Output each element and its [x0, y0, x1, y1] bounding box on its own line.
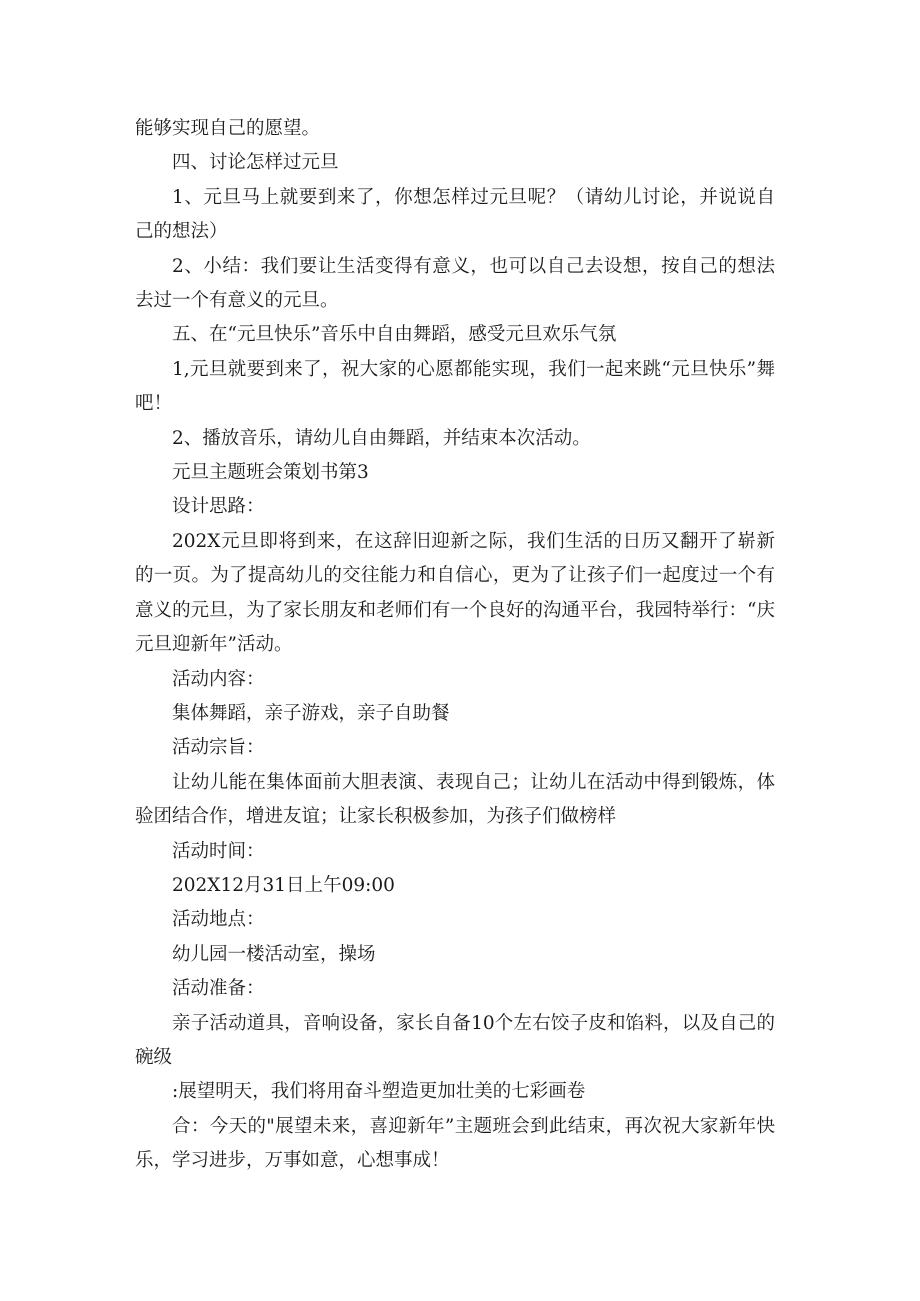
paragraph: 让幼儿能在集体面前大胆表演、表现自己；让幼儿在活动中得到锻炼，体验团结合作，增进友谊；让家长积极参加，为孩子们做榜样 [135, 771, 775, 828]
field-label: 活动宗旨： [172, 737, 265, 759]
document-body [135, 112, 775, 1179]
paragraph: 202X12月31日上午09:00 [172, 874, 395, 896]
field-label: 活动地点： [172, 909, 265, 931]
paragraph: :展望明天，我们将用奋斗塑造更加壮美的七彩画卷 [172, 1081, 586, 1103]
paragraph: 合：今天的"展望未来，喜迎新年”主题班会到此结束，再次祝大家新年快乐，学习进步，万事如意，心想事成！ [135, 1115, 775, 1172]
paragraph: 集体舞蹈，亲子游戏，亲子自助餐 [172, 702, 450, 724]
paragraph: 能够实现自己的愿望。 [135, 118, 321, 139]
paragraph: 2、小结：我们要让生活变得有意义，也可以自己去设想，按自己的想法去过一个有意义的元旦。 [135, 255, 775, 312]
paragraph: 亲子活动道具，音响设备，家长自备10个左右饺子皮和馅料，以及自己的碗级 [135, 1012, 775, 1068]
paragraph: 2、播放音乐，请幼儿自由舞蹈，并结束本次活动。 [172, 427, 591, 449]
section-heading: 四、讨论怎样过元旦 [172, 152, 339, 174]
field-label: 活动时间： [172, 840, 265, 862]
paragraph: 幼儿园一楼活动室，操场 [172, 943, 376, 965]
paragraph: 1、元旦马上就要到来了，你想怎样过元旦呢？（请幼儿讨论，并说说自己的想法） [135, 186, 775, 243]
paragraph: 1,元旦就要到来了，祝大家的心愿都能实现，我们一起来跳“元旦快乐”舞吧！ [135, 358, 775, 415]
section-heading: 五、在“元旦快乐”音乐中自由舞蹈，感受元旦欢乐气氛 [172, 324, 617, 346]
field-label: 设计思路： [172, 496, 265, 518]
document-title: 元旦主题班会策划书第3 [172, 462, 369, 484]
field-label: 活动准备： [172, 978, 265, 1000]
paragraph: 202X元旦即将到来，在这辞旧迎新之际，我们生活的日历又翻开了崭新的一页。为了提高幼儿的交往能力和自信心，更为了让孩子们一起度过一个有意义的元旦，为了家长朋友和老师们有一个良好的沟通平台，我园特举行：“庆元旦迎新年”活动。 [135, 530, 775, 656]
field-label: 活动内容： [172, 668, 265, 690]
